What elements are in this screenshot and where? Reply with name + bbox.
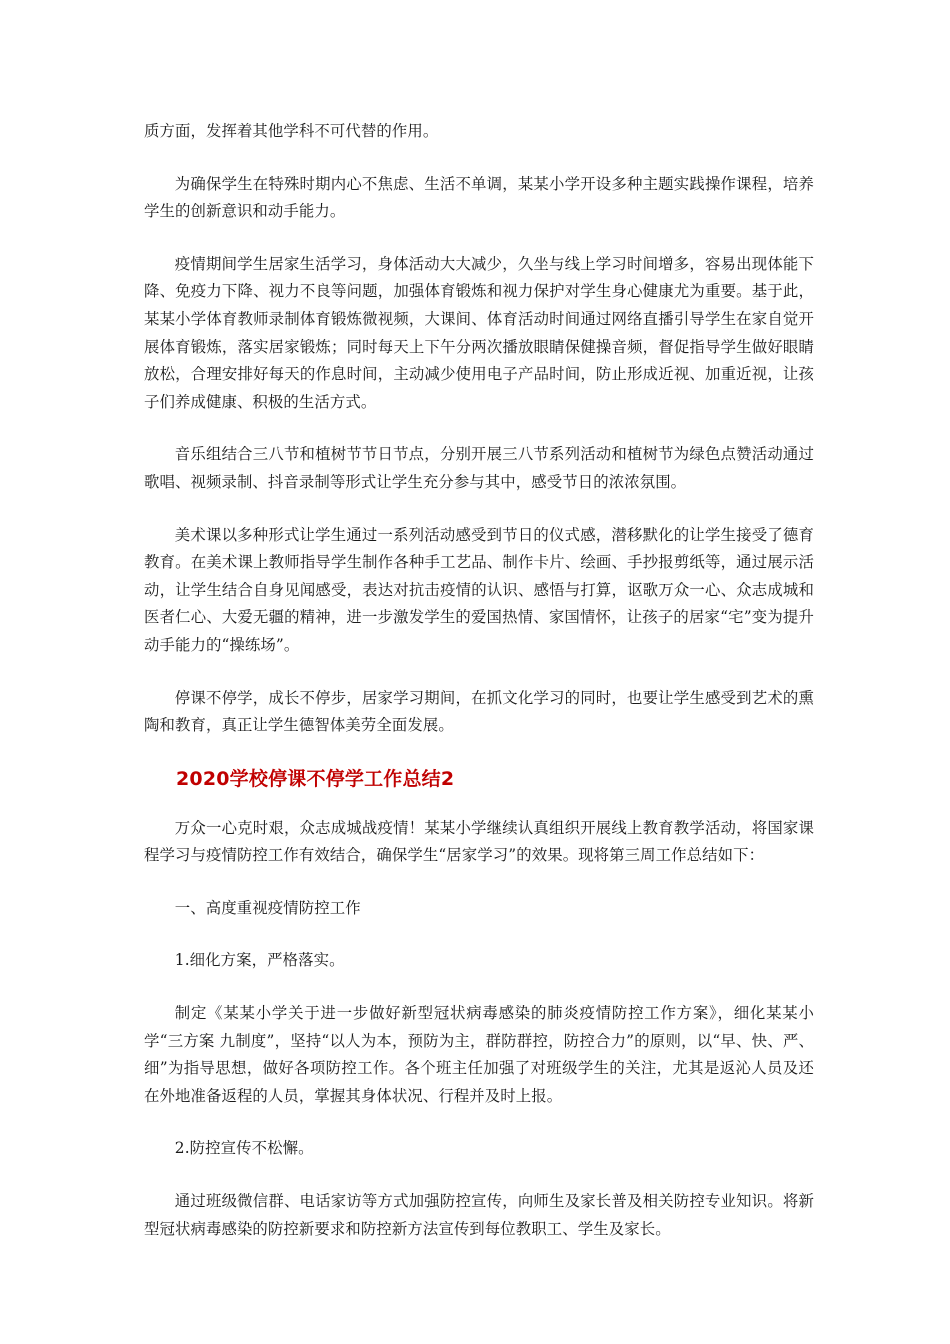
paragraph-item-1-title: 1.细化方案，严格落实。 — [174, 951, 345, 970]
paragraph-item-2-body: 通过班级微信群、电话家访等方式加强防控宣传，向师生及家长普及相关防控专业知识。将新型冠状病毒感染的防控新要求和防控新方法宣传到每位教职工、学生及家长。 — [144, 1192, 814, 1238]
paragraph-item-1-body: 制定《某某小学关于进一步做好新型冠状病毒感染的肺炎疫情防控工作方案》，细化某某小学“三方案 九制度”，坚持“以人为本，预防为主，群防群控，防控合力”的原则，以“早、快、严、细”为指导思想，做好各项防控工作。各个班主任加强了对班级学生的关注，尤其是返沁人员及还在外地准备返程的人员，掌握其身体状况、行程并及时上报。 — [144, 1004, 814, 1105]
paragraph-summary-intro: 万众一心克时艰，众志成城战疫情！某某小学继续认真组织开展线上教育教学活动，将国家课程学习与疫情防控工作有效结合，确保学生“居家学习”的效果。现将第三周工作总结如下： — [144, 818, 814, 865]
document-page — [144, 118, 814, 1268]
paragraph-section-one-title: 一、高度重视疫情防控工作 — [174, 898, 361, 917]
paragraph-conclusion: 停课不停学，成长不停步，居家学习期间，在抓文化学习的同时，也要让学生感受到艺术的熏陶和教育，真正让学生德智体美劳全面发展。 — [144, 688, 814, 735]
section-heading-2: 2020学校停课不停学工作总结2 — [176, 767, 455, 790]
paragraph-intro: 质方面，发挥着其他学科不可代替的作用。 — [144, 122, 439, 140]
paragraph-music-group: 音乐组结合三八节和植树节节日节点，分别开展三八节系列活动和植树节为绿色点赞活动通过歌唱、视频录制、抖音录制等形式让学生充分参与其中，感受节日的浓浓氛围。 — [144, 445, 814, 491]
paragraph-item-2-title: 2.防控宣传不松懈。 — [174, 1139, 314, 1158]
paragraph-physical-exercise: 疫情期间学生居家生活学习，身体活动大大减少，久坐与线上学习时间增多，容易出现体能下降、免疫力下降、视力不良等问题，加强体育锻炼和视力保护对学生身心健康尤为重要。基于此，某某小学体育教师录制体育锻炼微视频，大课间、体育活动时间通过网络直播引导学生在家自觉开展体育锻炼，落实居家锻炼；同时每天上下午分两次播放眼睛保健操音频，督促指导学生做好眼睛放松，合理安排好每天的作息时间，主动减少使用电子产品时间，防止形成近视、加重近视，让孩子们养成健康、积极的生活方式。 — [144, 254, 814, 411]
paragraph-art-class: 美术课以多种形式让学生通过一系列活动感受到节日的仪式感，潜移默化的让学生接受了德育教育。在美术课上教师指导学生制作各种手工艺品、制作卡片、绘画、手抄报剪纸等，通过展示活动，让学生结合自身见闻感受，表达对抗击疫情的认识、感悟与打算，讴歌万众一心、众志成城和医者仁心、大爱无疆的精神，进一步激发学生的爱国热情、家国情怀，让孩子的居家“宅”变为提升动手能力的“操练场”。 — [144, 525, 814, 654]
paragraph-practice-courses: 为确保学生在特殊时期内心不焦虑、生活不单调，某某小学开设多种主题实践操作课程，培养学生的创新意识和动手能力。 — [144, 174, 814, 221]
